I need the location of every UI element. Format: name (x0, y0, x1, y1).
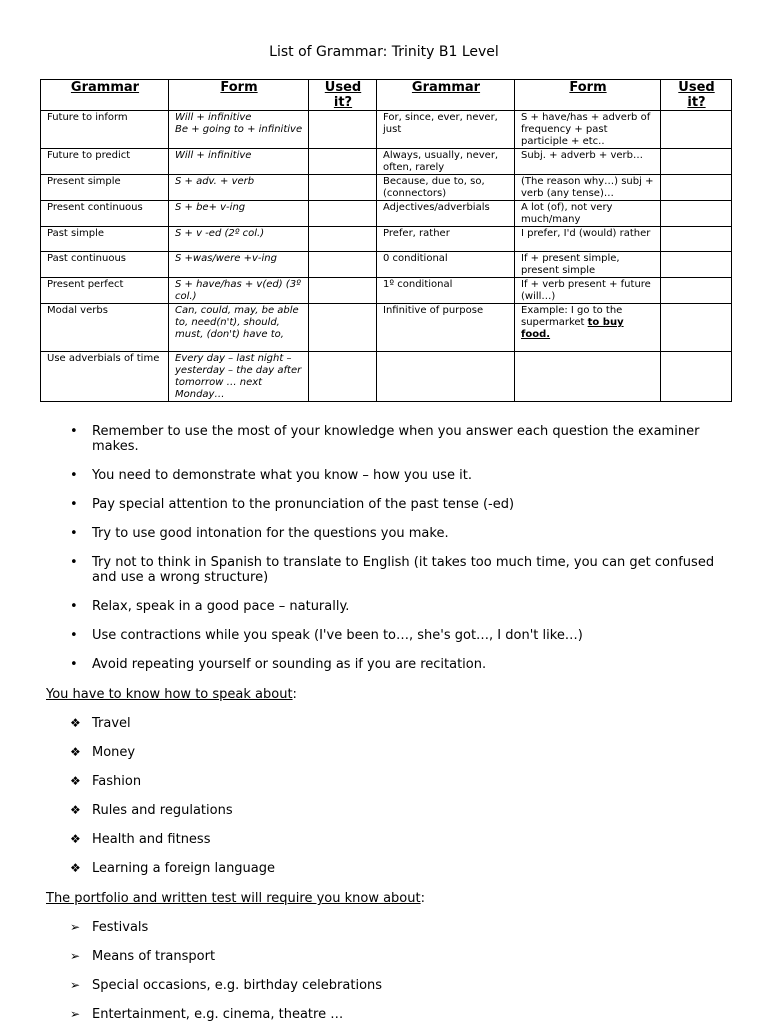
speak-heading: You have to know how to speak about: (46, 687, 297, 702)
tip-item-text: Pay special attention to the pronunciation of the past tense (-ed) (92, 497, 515, 512)
portfolio-topic-item (46, 978, 646, 993)
form-cell: Can, could, may, be able to, need(n't), should, must, (don't) have to, (169, 304, 309, 352)
tip-item-text: Relax, speak in a good pace – naturally. (92, 599, 350, 614)
used-cell (309, 149, 377, 175)
bullet-marker: ❖ (70, 745, 81, 759)
header-grammar: Grammar (41, 80, 169, 111)
tips-list (46, 424, 736, 686)
portfolio-topic-item-text: Special occasions, e.g. birthday celebrations (92, 978, 383, 993)
bullet-marker: ❖ (70, 832, 81, 846)
used-cell (661, 175, 732, 201)
speak-topic-item (46, 861, 646, 876)
tip-item-text: Try to use good intonation for the questions you make. (92, 526, 449, 541)
used-cell (661, 201, 732, 227)
speak-topic-item (46, 716, 646, 731)
bullet-marker: • (70, 555, 78, 570)
bullet-marker: ❖ (70, 774, 81, 788)
bullet-marker: ❖ (70, 803, 81, 817)
used-cell (661, 252, 732, 278)
tip-item (46, 628, 736, 643)
grammar-cell: Present perfect (41, 278, 169, 304)
table-row (41, 111, 732, 149)
grammar-cell (377, 352, 515, 402)
tip-item (46, 497, 736, 512)
tip-item-text: Avoid repeating yourself or sounding as if you are recitation. (92, 657, 487, 672)
bullet-marker: ➢ (70, 1007, 81, 1021)
tip-item-text: You need to demonstrate what you know – how you use it. (92, 468, 473, 483)
tip-item-text: Try not to think in Spanish to translate to English (it takes too much time, you can get confused and use a wrong structure) (92, 555, 715, 585)
grammar-cell: Prefer, rather (377, 227, 515, 252)
grammar-cell: Past continuous (41, 252, 169, 278)
grammar-cell: Present simple (41, 175, 169, 201)
speak-topic-item (46, 803, 646, 818)
bullet-marker: • (70, 526, 78, 541)
form-cell: Every day – last night – yesterday – the day after tomorrow … next Monday… (169, 352, 309, 402)
speak-topic-item-text: Travel (92, 716, 131, 731)
header-used: Used it? (661, 80, 732, 111)
table-header-row (41, 80, 732, 111)
grammar-cell: Future to predict (41, 149, 169, 175)
grammar-cell: Past simple (41, 227, 169, 252)
grammar-table (40, 79, 732, 402)
table-row (41, 149, 732, 175)
bullet-marker: • (70, 424, 78, 439)
bullet-marker: ❖ (70, 716, 81, 730)
header-grammar: Grammar (377, 80, 515, 111)
header-form: Form (515, 80, 661, 111)
used-cell (309, 175, 377, 201)
grammar-cell: Modal verbs (41, 304, 169, 352)
form-cell: S + have/has + v(ed) (3º col.) (169, 278, 309, 304)
speak-topic-item (46, 832, 646, 847)
portfolio-topic-item-text: Entertainment, e.g. cinema, theatre … (92, 1007, 344, 1022)
speak-topic-item-text: Fashion (92, 774, 142, 789)
grammar-cell: Always, usually, never, often, rarely (377, 149, 515, 175)
portfolio-heading-text: The portfolio and written test will require you know about (46, 891, 421, 906)
bullet-marker: • (70, 628, 78, 643)
portfolio-topic-item (46, 949, 646, 964)
form-cell: S +was/were +v-ing (169, 252, 309, 278)
grammar-cell: For, since, ever, never, just (377, 111, 515, 149)
form-cell: I prefer, I'd (would) rather (515, 227, 661, 252)
speak-topic-item-text: Money (92, 745, 136, 760)
form-cell: (The reason why…) subj + verb (any tense)… (515, 175, 661, 201)
form-cell: Subj. + adverb + verb… (515, 149, 661, 175)
tip-item (46, 657, 736, 672)
document-title: List of Grammar: Trinity B1 Level (269, 44, 499, 60)
form-cell (515, 352, 661, 402)
grammar-cell: 0 conditional (377, 252, 515, 278)
speak-heading-text: You have to know how to speak about (46, 687, 293, 702)
grammar-cell: Adjectives/adverbials (377, 201, 515, 227)
used-cell (309, 304, 377, 352)
form-cell: S + v -ed (2º col.) (169, 227, 309, 252)
form-cell: If + present simple, present simple (515, 252, 661, 278)
used-cell (309, 111, 377, 149)
portfolio-topic-item-text: Festivals (92, 920, 149, 935)
bullet-marker: ➢ (70, 949, 81, 963)
used-cell (661, 278, 732, 304)
header-form: Form (169, 80, 309, 111)
portfolio-topic-item-text: Means of transport (92, 949, 216, 964)
table-row (41, 278, 732, 304)
bullet-marker: ➢ (70, 978, 81, 992)
speak-topic-item (46, 745, 646, 760)
bullet-marker: • (70, 657, 78, 672)
used-cell (661, 149, 732, 175)
used-cell (309, 201, 377, 227)
table-row (41, 352, 732, 402)
table-row (41, 201, 732, 227)
form-cell: Will + infinitive Be + going to + infinitive (169, 111, 309, 149)
table-row (41, 304, 732, 352)
used-cell (309, 252, 377, 278)
grammar-cell: Because, due to, so, (connectors) (377, 175, 515, 201)
portfolio-topic-item (46, 1007, 646, 1022)
portfolio-topic-item (46, 920, 646, 935)
used-cell (661, 111, 732, 149)
bullet-marker: • (70, 497, 78, 512)
used-cell (661, 227, 732, 252)
tip-item (46, 526, 736, 541)
grammar-cell: Infinitive of purpose (377, 304, 515, 352)
table-row (41, 227, 732, 252)
form-cell: Will + infinitive (169, 149, 309, 175)
speak-topics-list (46, 716, 646, 890)
grammar-cell: Future to inform (41, 111, 169, 149)
tip-item (46, 468, 736, 483)
used-cell (661, 304, 732, 352)
bullet-marker: • (70, 599, 78, 614)
tip-item-text: Remember to use the most of your knowledge when you answer each question the examiner makes. (92, 424, 700, 454)
used-cell (309, 352, 377, 402)
speak-topic-item-text: Health and fitness (92, 832, 211, 847)
used-cell (661, 352, 732, 402)
header-used: Used it? (309, 80, 377, 111)
bullet-marker: • (70, 468, 78, 483)
speak-topic-item (46, 774, 646, 789)
form-cell: A lot (of), not very much/many (515, 201, 661, 227)
used-cell (309, 278, 377, 304)
bullet-marker: ❖ (70, 861, 81, 875)
form-cell: Example: I go to the supermarket to buy food. (515, 304, 661, 352)
form-cell: S + have/has + adverb of frequency + past participle + etc.. (515, 111, 661, 149)
portfolio-topics-list (46, 920, 646, 1036)
tip-item (46, 555, 736, 585)
table-row (41, 252, 732, 278)
table-row (41, 175, 732, 201)
grammar-cell: Present continuous (41, 201, 169, 227)
used-cell (309, 227, 377, 252)
speak-topic-item-text: Rules and regulations (92, 803, 233, 818)
form-cell: S + adv. + verb (169, 175, 309, 201)
purpose-example-emphasis: to buy food. (521, 317, 624, 340)
speak-topic-item-text: Learning a foreign language (92, 861, 276, 876)
bullet-marker: ➢ (70, 920, 81, 934)
grammar-cell: Use adverbials of time (41, 352, 169, 402)
form-cell: S + be+ v-ing (169, 201, 309, 227)
portfolio-heading: The portfolio and written test will require you know about: (46, 891, 425, 906)
form-cell: If + verb present + future (will…) (515, 278, 661, 304)
grammar-cell: 1º conditional (377, 278, 515, 304)
tip-item (46, 599, 736, 614)
tip-item (46, 424, 736, 454)
tip-item-text: Use contractions while you speak (I've been to…, she's got…, I don't like…) (92, 628, 583, 643)
